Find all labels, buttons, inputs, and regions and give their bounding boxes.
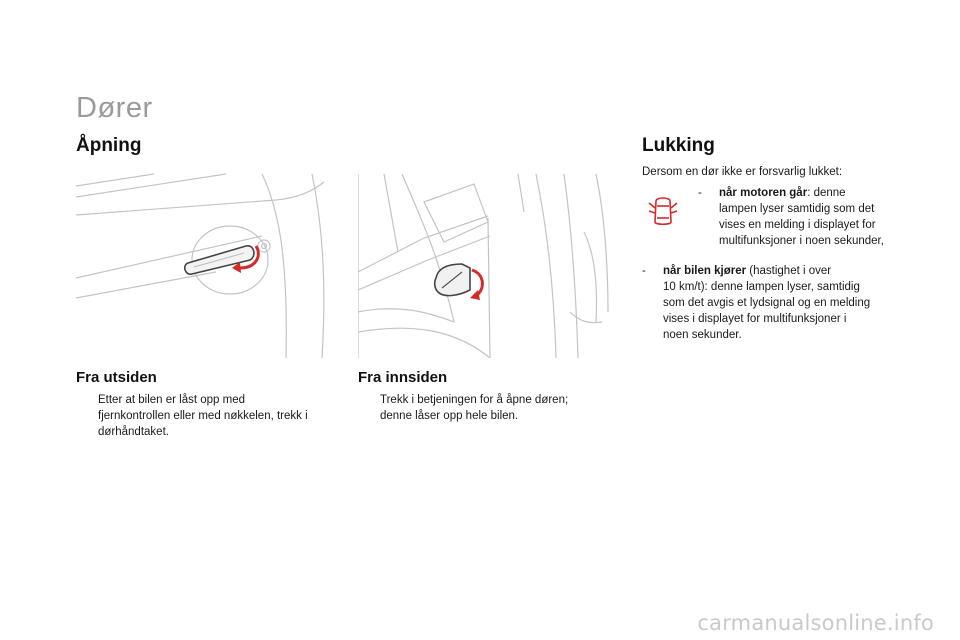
text-line: multifunksjoner i noen sekunder, bbox=[719, 235, 884, 247]
text-line: denne låser opp hele bilen. bbox=[380, 410, 519, 422]
outside-heading: Fra utsiden bbox=[76, 369, 157, 386]
text-line bbox=[719, 185, 884, 201]
inside-instruction bbox=[358, 392, 608, 424]
text-line: Etter at bilen er låst opp med bbox=[98, 394, 246, 406]
outside-handle-illustration bbox=[76, 172, 328, 358]
driving-text bbox=[663, 263, 870, 343]
inside-heading: Fra innsiden bbox=[358, 369, 448, 386]
bullet-arrow-icon bbox=[358, 392, 380, 424]
inside-handle-illustration bbox=[358, 172, 620, 358]
text-line: som det avgis et lydsignal og en melding bbox=[663, 297, 871, 309]
text-line: fjernkontrollen eller med nøkkelen, trekk i bbox=[98, 410, 308, 422]
engine-running-label: når motoren går bbox=[719, 187, 808, 199]
closing-heading: Lukking bbox=[642, 135, 715, 156]
door-open-warning-icon bbox=[643, 191, 683, 231]
driving-item bbox=[642, 263, 902, 343]
text-line: 10 km/t): denne lampen lyser, samtidig bbox=[663, 281, 860, 293]
inside-instruction-text bbox=[380, 392, 568, 424]
footer-watermark: carmanualsonline.info bbox=[697, 611, 934, 635]
outside-instruction-text bbox=[98, 392, 308, 440]
driving-rest: (hastighet i over bbox=[746, 265, 832, 277]
text-line: vises en melding i displayet for bbox=[719, 219, 876, 231]
page-title: Dører bbox=[76, 92, 153, 124]
text-line: Trekk i betjeningen for å åpne døren; bbox=[380, 394, 569, 406]
engine-running-rest: : denne bbox=[807, 187, 846, 199]
dash-marker: - bbox=[698, 187, 702, 199]
opening-heading: Åpning bbox=[76, 135, 142, 156]
text-line: noen sekunder. bbox=[663, 329, 742, 341]
dash-marker: - bbox=[642, 265, 646, 277]
bullet-arrow-icon bbox=[76, 392, 98, 440]
closing-intro: Dersom en dør ikke er forsvarlig lukket: bbox=[642, 166, 843, 178]
driving-label: når bilen kjører bbox=[663, 265, 747, 277]
text-line: dørhåndtaket. bbox=[98, 426, 169, 438]
text-line: lampen lyser samtidig som det bbox=[719, 203, 875, 215]
engine-running-item bbox=[698, 185, 918, 249]
text-line: vises i displayet for multifunksjoner i bbox=[663, 313, 847, 325]
text-line bbox=[663, 263, 870, 279]
outside-instruction bbox=[76, 392, 336, 440]
engine-running-text bbox=[719, 185, 884, 249]
